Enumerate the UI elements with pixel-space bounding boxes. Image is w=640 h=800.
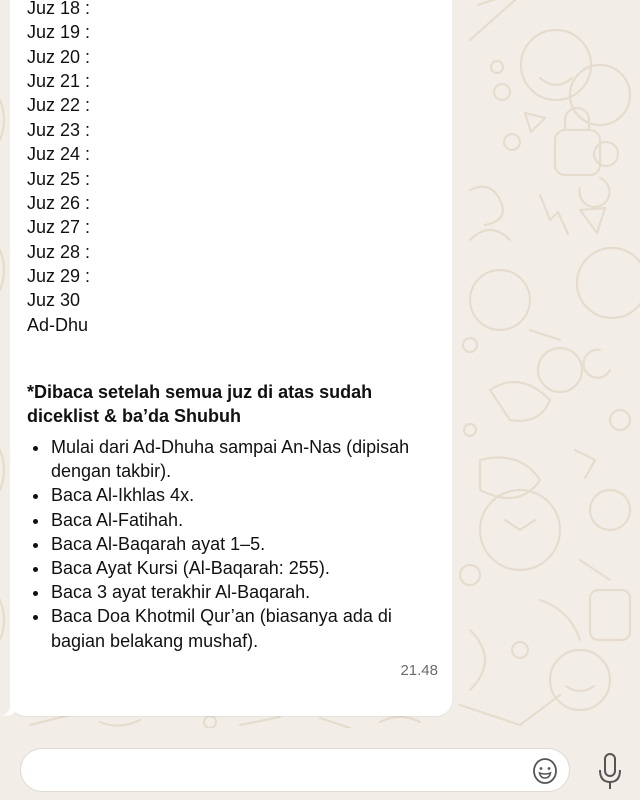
juz-line: Juz 20 : [27, 46, 91, 67]
juz-line: Juz 27 : [27, 217, 91, 238]
message-input-container[interactable] [20, 748, 570, 792]
juz-line: Juz 19 : [27, 22, 91, 43]
microphone-button[interactable] [596, 752, 624, 792]
juz-line: Juz 30 [27, 290, 81, 311]
juz-line: Juz 24 : [27, 144, 91, 165]
juz-line: Juz 29 : [27, 266, 91, 287]
juz-list [27, 0, 91, 337]
juz-line: Juz 23 : [27, 119, 91, 140]
step-item: Baca Doa Khotmil Qur’an (biasanya ada di bagian belakang mushaf). [27, 604, 447, 652]
juz-line: Juz 25 : [27, 168, 91, 189]
step-item: Baca 3 ayat terakhir Al-Baqarah. [27, 580, 447, 604]
juz-line: Ad-Dhu [27, 314, 89, 335]
step-item: Baca Al-Baqarah ayat 1–5. [27, 532, 447, 556]
step-item: Baca Ayat Kursi (Al-Baqarah: 255). [27, 556, 447, 580]
microphone-icon [596, 752, 624, 792]
juz-line: Juz 21 : [27, 70, 91, 91]
step-item: Baca Al-Ikhlas 4x. [27, 483, 447, 507]
step-item: Baca Al-Fatihah. [27, 508, 447, 532]
steps-list [27, 435, 447, 653]
juz-line: Juz 22 : [27, 95, 91, 116]
message-bubble[interactable] [10, 0, 452, 716]
message-input[interactable] [37, 749, 521, 793]
juz-line: Juz 28 : [27, 241, 91, 262]
message-timestamp: 21.48 [400, 662, 438, 679]
message-composer [0, 728, 640, 800]
juz-line: Juz 18 : [27, 0, 91, 18]
juz-line: Juz 26 : [27, 192, 91, 213]
emoji-button[interactable] [531, 757, 559, 785]
bubble-tail [2, 700, 18, 716]
emoji-icon [531, 757, 559, 785]
step-item: Mulai dari Ad-Dhuha sampai An-Nas (dipisah dengan takbir). [27, 435, 447, 483]
message-heading: *Dibaca setelah semua juz di atas sudah diceklist & ba’da Shubuh [27, 382, 373, 426]
